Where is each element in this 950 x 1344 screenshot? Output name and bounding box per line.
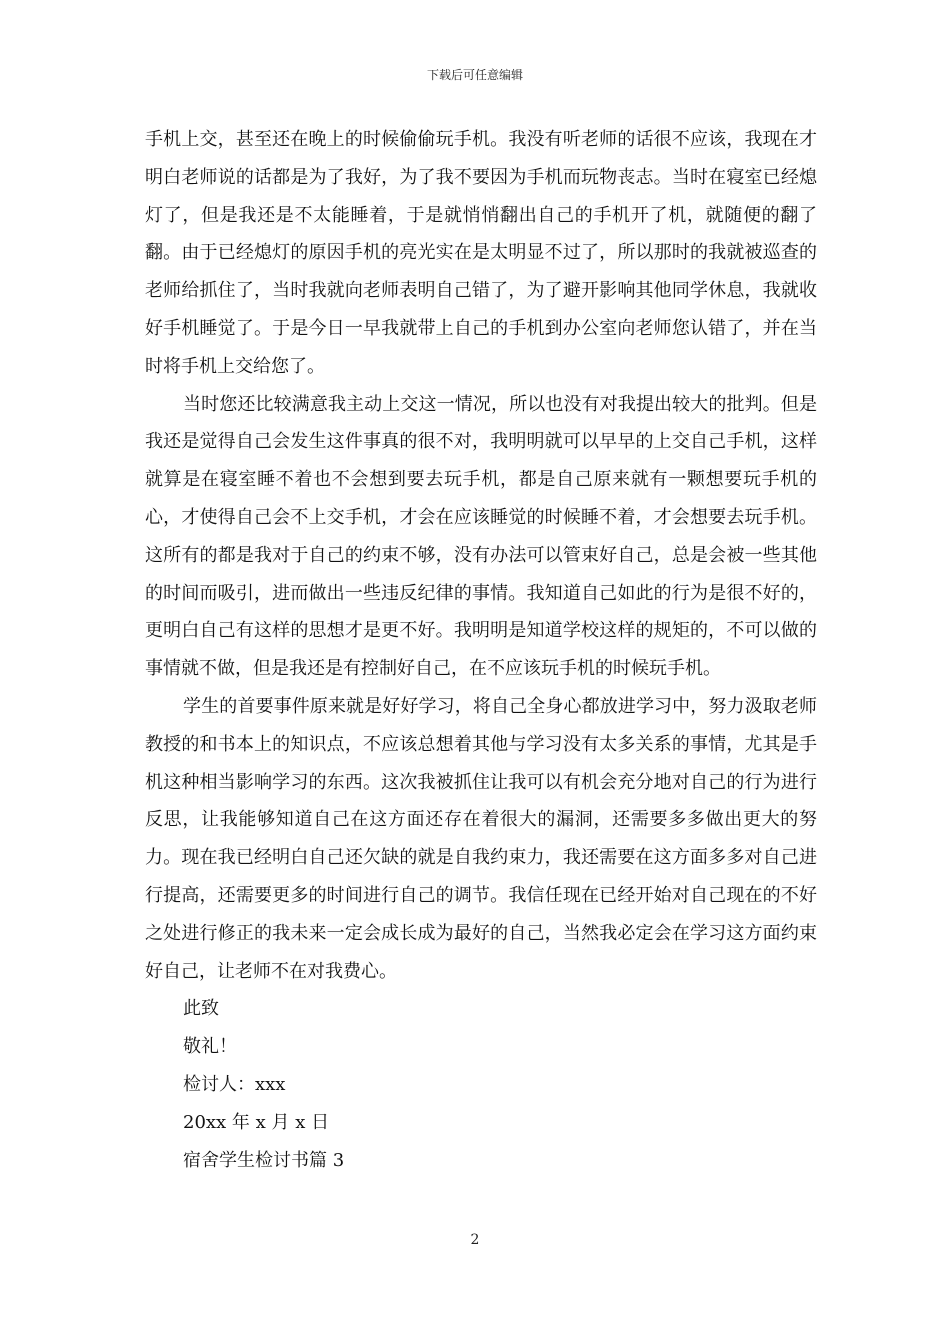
- paragraph-2: 当时您还比较满意我主动上交这一情况，所以也没有对我提出较大的批判。但是我还是觉得自己会发生这件事真的很不对，我明明就可以早早的上交自己手机，这样就算是在寝室睡不着也不会想到要去玩手机，都是自己原来就有一颗想要玩手机的心，才使得自己会不上交手机，才会在应该睡觉的时候睡不着，才会想要去玩手机。这所有的都是我对于自己的约束不够，没有办法可以管束好自己，总是会被一些其他的时间而吸引，进而做出一些违反纪律的事情。我知道自己如此的行为是很不好的，更明白自己有这样的思想才是更不好。我明明是知道学校这样的规矩的，不可以做的事情就不做，但是我还是有控制好自己，在不应该玩手机的时候玩手机。: [145, 393, 817, 680]
- date-line: 20xx 年 x 月 x 日: [183, 1111, 330, 1133]
- salute-line: 敬礼！: [183, 1036, 237, 1058]
- paragraph-3: 学生的首要事件原来就是好好学习，将自己全身心都放进学习中，努力汲取老师教授的和书本上的知识点，不应该总想着其他与学习没有太多关系的事情，尤其是手机这种相当影响学习的东西。这次我被抓住让我可以有机会充分地对自己的行为进行反思，让我能够知道自己在这方面还存在着很大的漏洞，还需要多多做出更大的努力。现在我已经明白自己还欠缺的就是自我约束力，我还需要在这方面多多对自己进行提高，还需要更多的时间进行自己的调节。我信任现在已经开始对自己现在的不好之处进行修正的我未来一定会成长成为最好的自己，当然我必定会在学习这方面约束好自己，让老师不在对我费心。: [145, 695, 817, 982]
- document-body: [145, 121, 817, 1179]
- next-section-title: 宿舍学生检讨书篇 3: [183, 1149, 345, 1171]
- page-header: 下载后可任意编辑: [426, 68, 523, 82]
- signer-line: 检讨人：xxx: [183, 1073, 286, 1095]
- closing-line: 此致: [183, 998, 219, 1020]
- paragraph-1: 手机上交，甚至还在晚上的时候偷偷玩手机。我没有听老师的话很不应该，我现在才明白老师说的话都是为了我好，为了我不要因为手机而玩物丧志。当时在寝室已经熄灯了，但是我还是不太能睡着，于是就悄悄翻出自己的手机开了机，就随便的翻了翻。由于已经熄灯的原因手机的亮光实在是太明显不过了，所以那时的我就被巡查的老师给抓住了，当时我就向老师表明自己错了，为了避开影响其他同学休息，我就收好手机睡觉了。于是今日一早我就带上自己的手机到办公室向老师您认错了，并在当时将手机上交给您了。: [145, 129, 817, 377]
- page-number: 2: [470, 1232, 480, 1248]
